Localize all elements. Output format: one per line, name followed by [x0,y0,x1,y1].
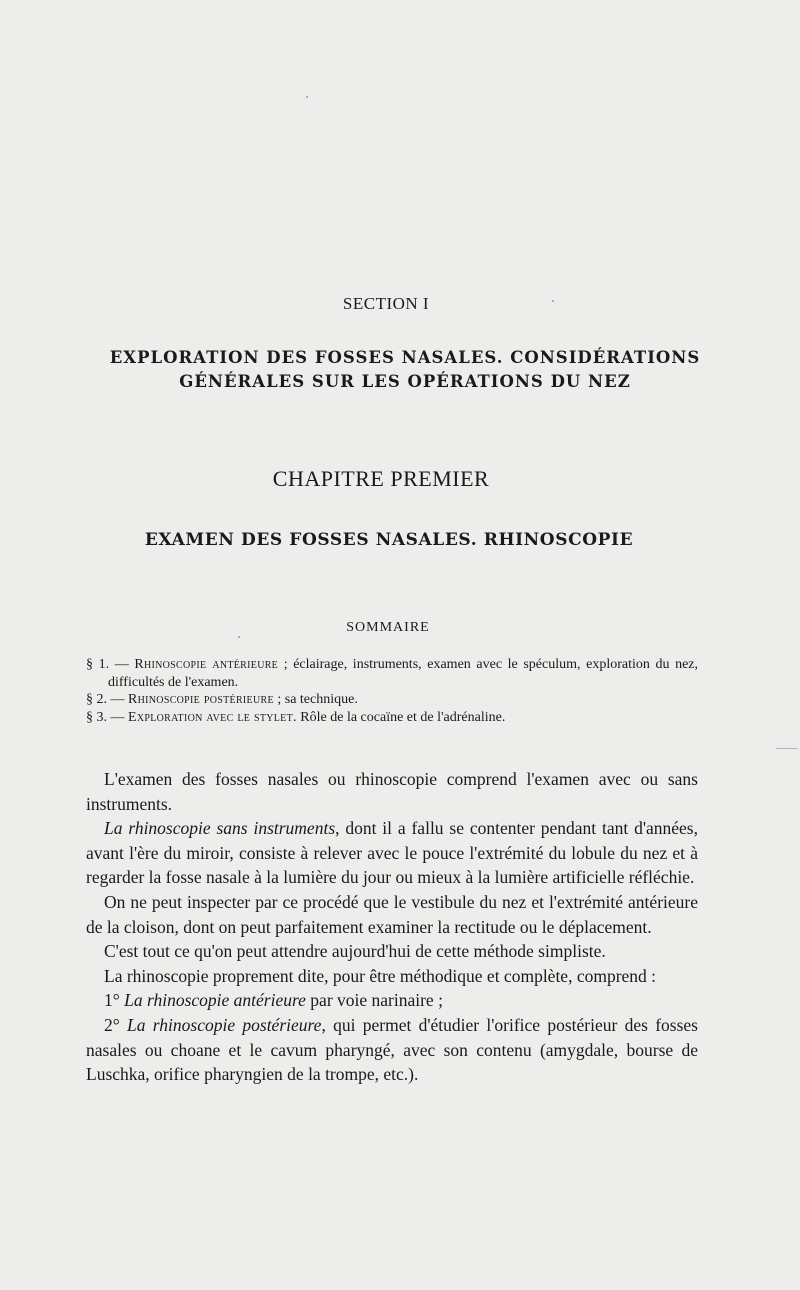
italic-phrase: La rhinoscopie sans instruments [104,818,336,839]
section-label: SECTION I [342,294,430,313]
italic-phrase: La rhinoscopie antérieure [124,990,306,1011]
show-through-decoration [100,88,700,203]
paragraph: La rhinoscopie proprement dite, pour être méthodique et complète, comprend : [104,965,657,986]
summary-heading: SOMMAIRE [346,620,430,635]
summary-item-number: § 3. — [86,709,125,725]
chapter-title: EXAMEN DES FOSSES NASALES. RHINOSCOPIE [144,530,634,550]
summary-list [86,656,698,726]
scan-speck [306,96,308,98]
paragraph: C'est tout ce qu'on peut attendre aujourd'hui de cette méthode simpliste. [104,941,606,962]
summary-item [86,656,698,691]
paragraph: On ne peut inspecter par ce procédé que le vestibule du nez et l'extrémité antérieure de la cloison, dont on peut parfaitement examiner la rectitude ou le déplacement. [86,891,698,937]
summary-item [86,709,698,727]
scan-speck [552,300,554,302]
scan-mark [776,748,798,749]
italic-phrase: La rhinoscopie postérieure [127,1014,322,1035]
body-text [86,767,698,1087]
list-item [86,988,698,1013]
list-number: 1° [104,990,120,1011]
part-title [60,346,750,394]
summary-item-text: ; éclairage, instruments, examen avec le spéculum, exploration du nez, difficultés de l'examen. [108,657,699,690]
paragraph [86,816,698,890]
summary-item-text: ; sa technique. [273,692,358,707]
paragraph-text: , dont il a fallu se contenter pendant tant d'années, avant l'ère du miroir, consiste à relever avec le pouce l'extrémité du lobule du nez et à regarder la fosse nasale à la lumière du jour ou mieux à la lumière artificielle réfléchie. [86,818,698,888]
summary-item-heading: Rhinoscopie antérieure [134,657,279,672]
summary-item-text: Rôle de la cocaïne et de l'adrénaline. [296,709,506,725]
chapter-label: CHAPITRE PREMIER [272,466,490,491]
paragraph: L'examen des fosses nasales ou rhinoscopie comprend l'examen avec ou sans instruments. [86,769,698,814]
list-item [86,1013,698,1087]
list-number: 2° [104,1014,120,1035]
part-title-line-2: GÉNÉRALES SUR LES OPÉRATIONS DU NEZ [179,372,631,391]
summary-item-number: § 2. — [86,692,125,707]
scan-speck [238,636,240,638]
summary-item [86,691,698,709]
summary-item-heading: Rhinoscopie postérieure [128,692,274,707]
paragraph-text: , qui permet d'étudier l'orifice postérieur des fosses nasales ou choane et le cavum pharyngé, avec son contenu (amygdale, bourse de Luschka, orifice pharyngien de la trompe, etc.). [86,1014,698,1085]
summary-item-number: § 1. — [86,657,129,672]
summary-item-heading: Exploration avec le stylet. [128,709,297,725]
paragraph-text: par voie narinaire ; [305,990,443,1011]
part-title-line-1: EXPLORATION DES FOSSES NASALES. CONSIDÉRATIONS [109,348,701,367]
